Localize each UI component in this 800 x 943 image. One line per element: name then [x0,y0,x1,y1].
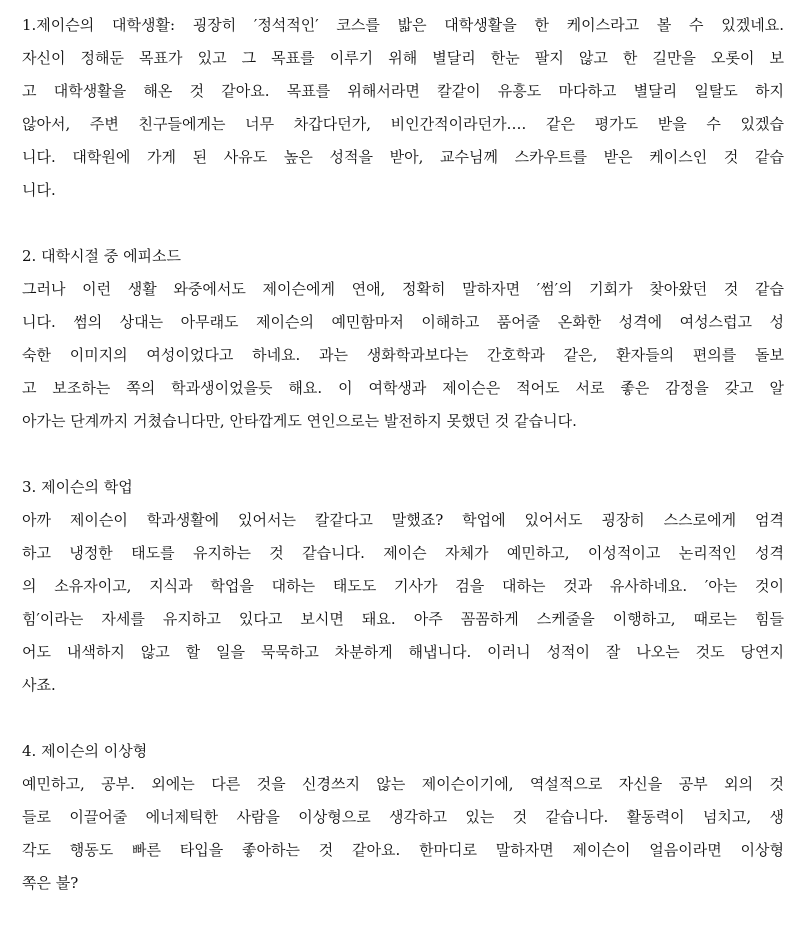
paragraph-line: 숙한 이미지의 여성이었다고 하네요. 과는 생화학과보다는 간호학과 같은, 환자들의 편의를 돌보 [22,346,784,364]
paragraph-line: 어도 내색하지 않고 할 일을 묵묵하고 차분하게 해냅니다. 이러니 성적이 잘 나오는 것도 당연지 [22,643,784,661]
paragraph-line: 힘′이라는 자세를 유지하고 있다고 보시면 돼요. 아주 꼼꼼하게 스케줄을 이행하고, 때로는 힘들 [22,610,784,628]
document-body [22,9,784,900]
section-episode [22,240,784,438]
paragraph-line: 사죠. [22,676,56,694]
paragraph-line: 고 대학생활을 해온 것 같아요. 목표를 위해서라면 칼같이 유흥도 마다하고 별달리 일탈도 하지 [22,82,784,100]
section-heading: 3. 제이슨의 학업 [22,478,133,496]
section-academics [22,471,784,702]
paragraph-line: 들로 이끌어줄 에너제틱한 사람을 이상형으로 생각하고 있는 것 같습니다. 활동력이 넘치고, 생 [22,808,784,826]
paragraph-line: 하고 냉정한 태도를 유지하는 것 같습니다. 제이슨 자체가 예민하고, 이성적이고 논리적인 성격 [22,544,784,562]
paragraph-line: 1.제이슨의 대학생활: 굉장히 ′정석적인′ 코스를 밟은 대학생활을 한 케이스라고 볼 수 있겠네요. [22,16,784,34]
paragraph-line: 니다. 썸의 상대는 아무래도 제이슨의 예민함마저 이해하고 품어줄 온화한 성격에 여성스럽고 성 [22,313,784,331]
paragraph-line: 쪽은 불? [22,874,79,892]
paragraph-line: 자신이 정해둔 목표가 있고 그 목표를 이루기 위해 별달리 한눈 팔지 않고 한 길만을 오롯이 보 [22,49,784,67]
section-university-life [22,9,784,207]
section-ideal-type [22,735,784,900]
paragraph-line: 고 보조하는 쪽의 학과생이었을듯 해요. 이 여학생과 제이슨은 적어도 서로 좋은 감정을 갖고 알 [22,379,784,397]
paragraph-line: 예민하고, 공부. 외에는 다른 것을 신경쓰지 않는 제이슨이기에, 역설적으로 자신을 공부 외의 것 [22,775,784,793]
paragraph-line: 않아서, 주변 친구들에게는 너무 차갑다던가, 비인간적이라던가…. 같은 평가도 받을 수 있겠습 [22,115,784,133]
paragraph-line: 각도 행동도 빠른 타입을 좋아하는 것 같아요. 한마디로 말하자면 제이슨이 얼음이라면 이상형 [22,841,784,859]
section-heading: 2. 대학시절 중 에피소드 [22,247,182,265]
paragraph-line: 의 소유자이고, 지식과 학업을 대하는 태도도 기사가 검을 대하는 것과 유사하네요. ′아는 것이 [22,577,784,595]
paragraph-line: 니다. [22,181,56,199]
section-heading: 4. 제이슨의 이상형 [22,742,148,760]
paragraph-line: 아가는 단계까지 거쳤습니다만, 안타깝게도 연인으로는 발전하지 못했던 것 같습니다. [22,412,577,430]
paragraph-line: 니다. 대학원에 가게 된 사유도 높은 성적을 받아, 교수님께 스카우트를 받은 케이스인 것 같습 [22,148,784,166]
paragraph-line: 아까 제이슨이 학과생활에 있어서는 칼같다고 말했죠? 학업에 있어서도 굉장히 스스로에게 엄격 [22,511,784,529]
paragraph-line: 그러나 이런 생활 와중에서도 제이슨에게 연애, 정확히 말하자면 ′썸′의 기회가 찾아왔던 것 같습 [22,280,784,298]
